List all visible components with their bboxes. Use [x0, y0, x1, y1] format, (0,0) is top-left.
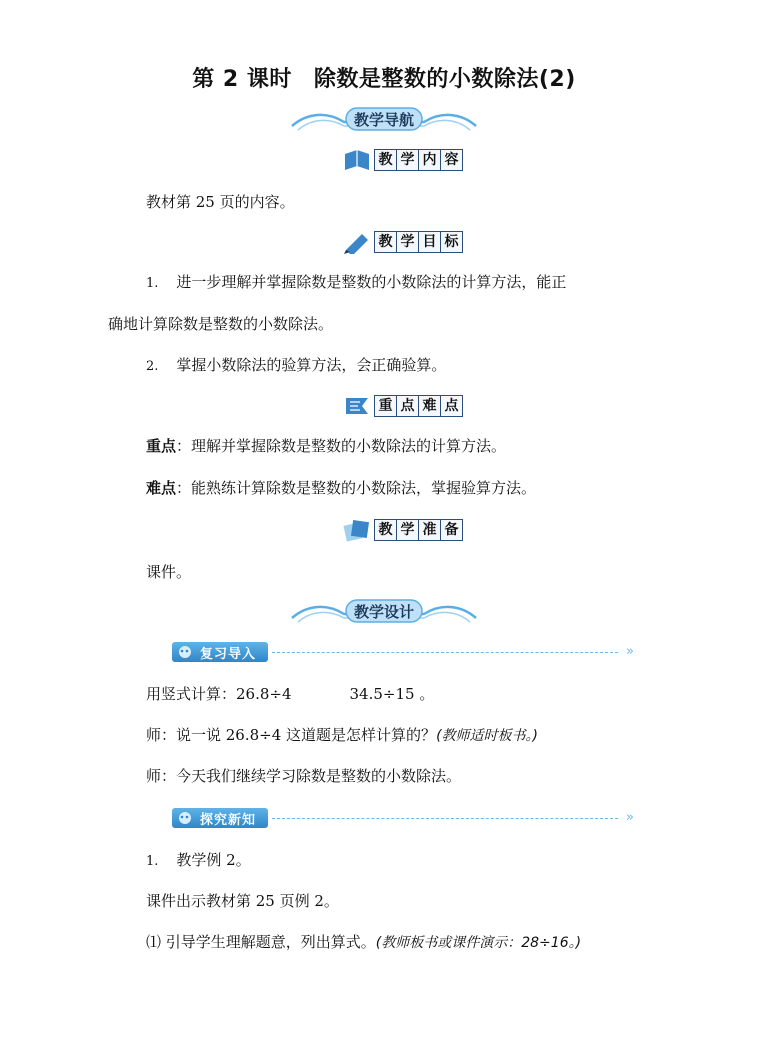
- section-title: [374, 395, 463, 417]
- goal-item-1: [146, 272, 566, 294]
- prep-text: 课件。: [146, 563, 192, 581]
- content-text: 教材第 25 页的内容。: [146, 193, 295, 211]
- banner-label: 教学设计: [353, 603, 414, 621]
- char: 学: [397, 150, 419, 170]
- char: 目: [419, 232, 441, 252]
- cards-icon: [342, 518, 372, 542]
- char: 教: [375, 520, 397, 540]
- goal-text: 掌握小数除法的验算方法，会正确验算。: [176, 356, 447, 374]
- list-number: 1.: [146, 854, 159, 869]
- difficult-label: 难点: [146, 479, 177, 497]
- dashed-divider: [272, 652, 618, 653]
- teacher-prompt: 师：说一说 26.8÷4 这道题是怎样计算的？: [146, 726, 437, 744]
- banner-label: 教学导航: [353, 111, 414, 129]
- teacher-note: (教师适时板书。): [436, 728, 538, 744]
- lesson-topic: 除数是整数的小数除法(2): [313, 67, 576, 92]
- goal-item-2: [146, 355, 446, 377]
- section-header-content: [342, 148, 463, 172]
- banner-teaching-design: [288, 596, 480, 626]
- explore-line-3: [146, 932, 581, 953]
- double-chevron-icon: »: [626, 810, 634, 825]
- review-line-1: [146, 684, 434, 704]
- section-header-key-points: [342, 394, 463, 418]
- tab-badge: [172, 808, 268, 828]
- focus-line: [146, 436, 506, 456]
- flag-icon: [342, 394, 372, 418]
- double-chevron-icon: »: [626, 644, 634, 659]
- goal-text: 进一步理解并掌握除数是整数的小数除法的计算方法，能正: [176, 273, 567, 291]
- lesson-number: 第 2 课时: [192, 67, 292, 92]
- book-icon: [342, 148, 372, 172]
- focus-label: 重点: [146, 437, 177, 455]
- review-calc-1: 用竖式计算：26.8÷4: [146, 685, 292, 703]
- tab-review: [172, 642, 634, 664]
- section-header-goals: [342, 230, 463, 254]
- dashed-divider: [272, 818, 618, 819]
- goal-item-1-cont: 确地计算除数是整数的小数除法。: [108, 315, 334, 333]
- difficult-text: ：能熟练计算除数是整数的小数除法，掌握验算方法。: [176, 479, 537, 497]
- bubble-icon: [176, 644, 194, 660]
- char: 容: [444, 152, 459, 168]
- char: 点: [397, 396, 419, 416]
- difficult-line: [146, 478, 536, 498]
- char: 内: [419, 150, 441, 170]
- explore-item-1: [146, 850, 251, 872]
- tab-label: 探究新知: [200, 813, 257, 828]
- char: 教: [375, 232, 397, 252]
- char: 重: [375, 396, 397, 416]
- tab-label: 复习导入: [200, 647, 257, 662]
- banner-teaching-nav: [288, 104, 480, 134]
- list-number: 2.: [146, 359, 159, 374]
- teacher-note: (教师板书或课件演示：28÷16。): [375, 935, 582, 951]
- list-number: 1.: [146, 276, 159, 291]
- pencil-icon: [342, 230, 372, 254]
- bubble-icon: [176, 810, 194, 826]
- char: 备: [444, 522, 459, 538]
- char: 标: [444, 234, 459, 250]
- explore-instruction: ⑴ 引导学生理解题意，列出算式。: [146, 933, 376, 951]
- char: 点: [444, 398, 459, 414]
- char: 学: [397, 232, 419, 252]
- review-calc-2: 34.5÷15 。: [349, 685, 435, 703]
- review-line-3: 师：今天我们继续学习除数是整数的小数除法。: [146, 767, 462, 785]
- section-title: [374, 231, 463, 253]
- tab-badge: [172, 642, 268, 662]
- explore-line-2: 课件出示教材第 25 页例 2。: [146, 892, 339, 910]
- section-title: [374, 519, 463, 541]
- char: 学: [397, 520, 419, 540]
- focus-text: ：理解并掌握除数是整数的小数除法的计算方法。: [176, 437, 507, 455]
- explore-text: 教学例 2。: [176, 851, 251, 869]
- char: 难: [419, 396, 441, 416]
- char: 准: [419, 520, 441, 540]
- section-header-prep: [342, 518, 463, 542]
- tab-explore: [172, 808, 634, 830]
- review-line-2: [146, 725, 538, 746]
- char: 教: [375, 150, 397, 170]
- page-title: [0, 62, 768, 93]
- section-title: [374, 149, 463, 171]
